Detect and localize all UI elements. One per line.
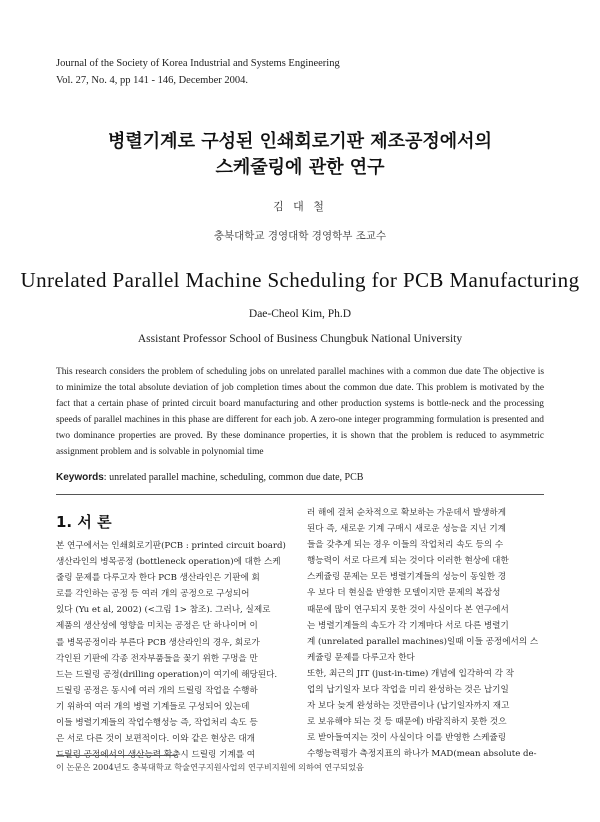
body-line: 계 (unrelated parallel machines)일때 이들 공정에서의 스: [307, 636, 539, 647]
body-line: 된다 즉, 새로운 기계 구매시 새로운 성능을 지닌 기계: [307, 524, 506, 535]
body-line: 로 받아들여지는 것이 사실이다 이를 반영한 스케쥴링: [307, 733, 507, 744]
body-line: 스케쥴링 문제는 모든 병렬기계들의 성능이 동일한 경: [307, 572, 507, 583]
footnote-divider: [56, 755, 176, 756]
body-column-right: [307, 505, 547, 763]
keywords-text: : unrelated parallel machine, scheduling, common due date, PCB: [103, 472, 364, 483]
section-heading: 1. 서 론: [56, 513, 112, 531]
body-line: 행능력이 서로 다르게 되는 것이다 이러한 현상에 대한: [307, 556, 509, 567]
english-title: Unrelated Parallel Machine Scheduling for PCB Manufacturing: [20, 268, 580, 292]
abstract: This research considers the problem of scheduling jobs on unrelated parallel machines with a common due date The objective is to minimize the total absolute deviation of job completion times about the common due date. This problem is motivated by the fact that a certain phase of printed circuit board manufacturing and other production systems is bottle-neck and the processing speeds of parallel machines in this phase are different for each job. A zero-one integer programming formulation is presented and two dominance properties are proved. By these dominance properties, it is shown that the problem is reduced to asymmetric assignment problem and is solvable in polynomial time: [56, 367, 544, 457]
english-affiliation: Assistant Professor School of Business Chungbuk National University: [137, 333, 463, 345]
body-line: 본 연구에서는 인쇄회로기판(PCB : printed circuit board): [56, 541, 286, 551]
body-line: 우 보다 더 현실을 반영한 모델이지만 문제의 복잡성: [307, 588, 501, 599]
body-line: 줄링 문제를 다루고자 한다 PCB 생산라인은 기판에 회: [56, 573, 260, 584]
body-line: 로 보유해야 되는 것 등 때문에) 바람직하지 못한 것으: [307, 717, 507, 728]
english-author: Dae-Cheol Kim, Ph.D: [248, 308, 352, 320]
korean-title-line-1: 병렬기계로 구성된 인쇄회로기판 제조공정에서의: [108, 131, 492, 152]
body-line: 이들 병렬기계들의 작업수행성능 즉, 작업처리 속도 등: [56, 718, 258, 729]
body-line: 드는 드릴링 공정(drilling operation)이 여기에 해당된다.: [56, 669, 278, 680]
body-line: 기 위하여 여러 개의 병렬 기계들로 구성되어 있는데: [56, 701, 250, 712]
body-line: 는 병렬기계들의 속도가 각 기계마다 서로 다른 병렬기: [307, 620, 509, 631]
journal-name: Journal of the Society of Korea Industrial and Systems Engineering: [56, 58, 340, 69]
body-line: 제품의 생산성에 영향을 미치는 공정은 단 하나이며 이: [56, 621, 258, 632]
section-divider: [56, 494, 544, 495]
keywords-label: Keywords: [56, 472, 104, 483]
body-line: 은 서로 다른 것이 보편적이다. 이와 같은 현상은 대개: [56, 734, 255, 745]
body-line: 수행능력평가 측정지표의 하나가 MAD(mean absolute de-: [307, 749, 537, 760]
body-line: 러 해에 걸쳐 순차적으로 확보하는 가운데서 발생하게: [307, 508, 507, 518]
body-line: 드릴링 공정은 동시에 여러 개의 드릴링 작업을 수행하: [56, 685, 258, 696]
journal-header: [56, 55, 340, 89]
body-line: 각인된 기판에 각종 전자부품들을 꽂기 위한 구멍을 만: [56, 653, 258, 664]
body-line: 또한, 최근의 JIT (just-in-time) 개념에 입각하여 각 작: [307, 668, 514, 679]
body-line: 자 보다 늦게 완성하는 것만큼이나 (납기일자까지 재고: [307, 701, 510, 712]
korean-affiliation: 충북대학교 경영대학 경영학부 조교수: [213, 230, 387, 242]
keywords: [56, 472, 544, 483]
body-line: 를 병목공정이라 부른다 PCB 생산라인의 경우, 회로가: [56, 637, 260, 648]
body-line: 있다 (Yu et al, 2002) (<그림 1> 참조). 그러나, 실제로: [56, 605, 271, 616]
korean-author: 김 대 철: [273, 200, 327, 213]
journal-citation: Vol. 27, No. 4, pp 141 - 146, December 2004.: [56, 75, 248, 86]
footnote: 이 논문은 2004년도 충북대학교 학술연구지원사업의 연구비지원에 의하여 연구되었음: [56, 762, 364, 772]
body-line: 케쥴링 문제를 다루고자 한다: [307, 652, 415, 663]
body-line: 생산라인의 병목공정 (bottleneck operation)에 대한 스케: [56, 557, 281, 568]
body-line: 들을 갖추게 되는 경우 이들의 작업처리 속도 등의 수: [307, 540, 504, 551]
body-line: 로를 각인하는 공정 등 여러 개의 공정으로 구성되어: [56, 589, 250, 600]
body-line: 때문에 많이 연구되지 못한 것이 사실이다 본 연구에서: [307, 604, 509, 615]
body-column-left: [56, 538, 288, 763]
korean-title-line-2: 스케줄링에 관한 연구: [215, 157, 385, 178]
body-line: 드릴링 공정에서의 생산능력 확충시 드릴링 기계를 여: [56, 750, 256, 761]
body-line: 업의 납기일자 보다 작업을 미리 완성하는 것은 납기일: [307, 685, 509, 696]
